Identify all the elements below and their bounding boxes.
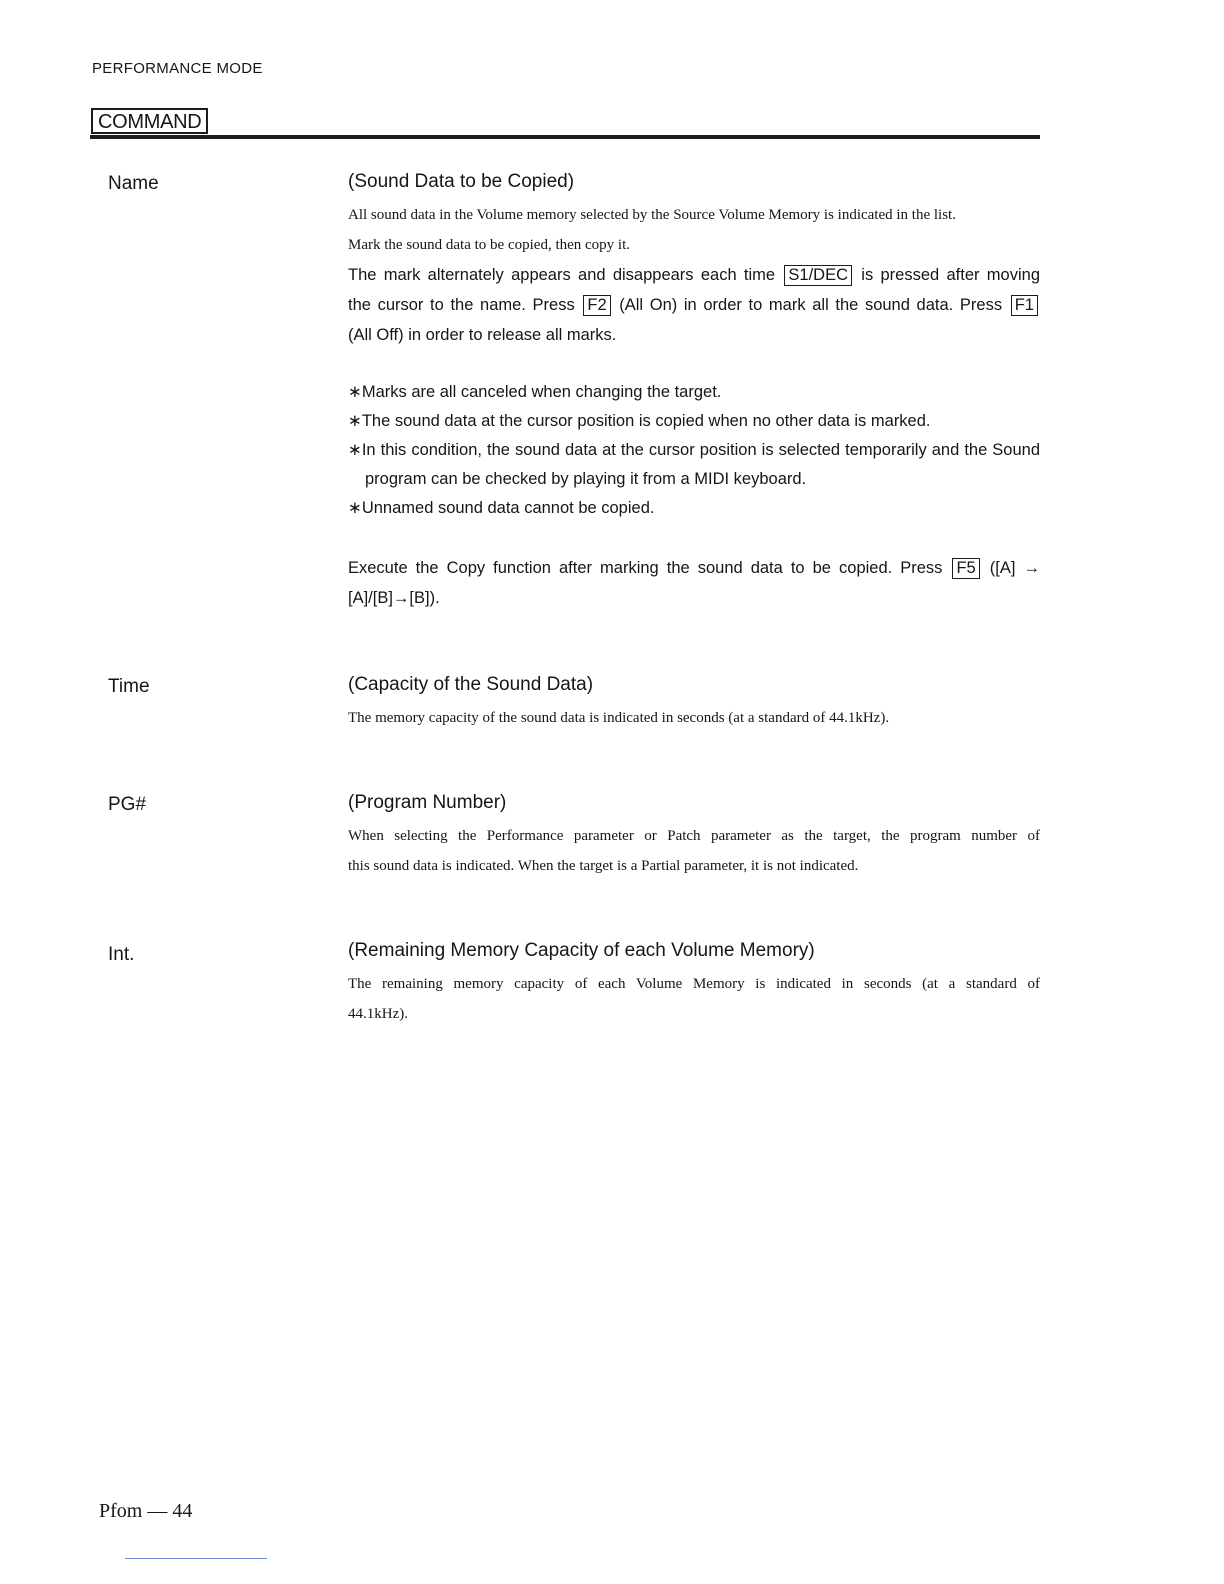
text-segment: Execute the Copy function after marking the sound data to be copied. Press — [348, 559, 943, 577]
text-segment: (All On) in order to mark all the sound data. Press — [619, 296, 1003, 314]
pg-paragraph-1: When selecting the Performance parameter or Patch parameter as the target, the program number of — [348, 828, 1040, 844]
note-item: ∗The sound data at the cursor position is copied when no other data is marked. — [348, 412, 931, 430]
pg-paragraph-2: this sound data is indicated. When the target is a Partial parameter, it is not indicated. — [348, 858, 859, 874]
text-segment: is pressed after moving — [861, 266, 1040, 284]
heading-time: (Capacity of the Sound Data) — [348, 674, 594, 695]
heading-pg: (Program Number) — [348, 792, 507, 813]
name-paragraph-1: All sound data in the Volume memory selected by the Source Volume Memory is indicated in the list. — [348, 207, 956, 223]
heading-name: (Sound Data to be Copied) — [348, 171, 575, 192]
name-paragraph-2: Mark the sound data to be copied, then copy it. — [348, 237, 631, 253]
section-pg — [348, 791, 1040, 881]
page-number: Pfom — 44 — [99, 1500, 193, 1522]
label-name: Name — [108, 173, 159, 194]
f2-key: F2 — [583, 295, 610, 316]
section-time — [348, 673, 1040, 733]
execute-line-2: [A]/[B]→[B]). — [348, 589, 440, 607]
name-paragraph-3-line-1 — [348, 260, 1040, 290]
note-item: ∗Marks are all canceled when changing the target. — [348, 383, 722, 401]
scan-line — [125, 1558, 267, 1559]
s1-dec-key: S1/DEC — [784, 265, 852, 286]
f5-key: F5 — [952, 558, 979, 579]
text-segment: the cursor to the name. Press — [348, 296, 575, 314]
time-paragraph: The memory capacity of the sound data is indicated in seconds (at a standard of 44.1kHz). — [348, 710, 890, 726]
command-box: COMMAND — [91, 108, 208, 134]
label-time: Time — [108, 676, 150, 697]
name-paragraph-3-line-3: (All Off) in order to release all marks. — [348, 326, 617, 344]
note-item: ∗Unnamed sound data cannot be copied. — [348, 499, 655, 517]
text-segment: The mark alternately appears and disappears each time — [348, 266, 776, 284]
label-pg: PG# — [108, 794, 147, 815]
int-paragraph-1: The remaining memory capacity of each Volume Memory is indicated in seconds (at a standard of — [348, 976, 1040, 992]
header-rule — [90, 135, 1040, 139]
label-int: Int. — [108, 944, 135, 965]
heading-int: (Remaining Memory Capacity of each Volume Memory) — [348, 940, 815, 961]
f1-key: F1 — [1011, 295, 1038, 316]
note-item: ∗In this condition, the sound data at the cursor position is selected temporarily and the Sound program can be checked by playing it from a MIDI keyboard. — [348, 441, 1040, 488]
execute-line-1 — [348, 553, 1040, 583]
text-segment: ([A] → — [989, 559, 1040, 577]
page-header: PERFORMANCE MODE — [92, 60, 263, 77]
int-paragraph-2: 44.1kHz). — [348, 1006, 408, 1022]
section-int — [348, 939, 1040, 1029]
name-paragraph-3-line-2 — [348, 290, 1040, 320]
section-name — [348, 170, 1040, 613]
